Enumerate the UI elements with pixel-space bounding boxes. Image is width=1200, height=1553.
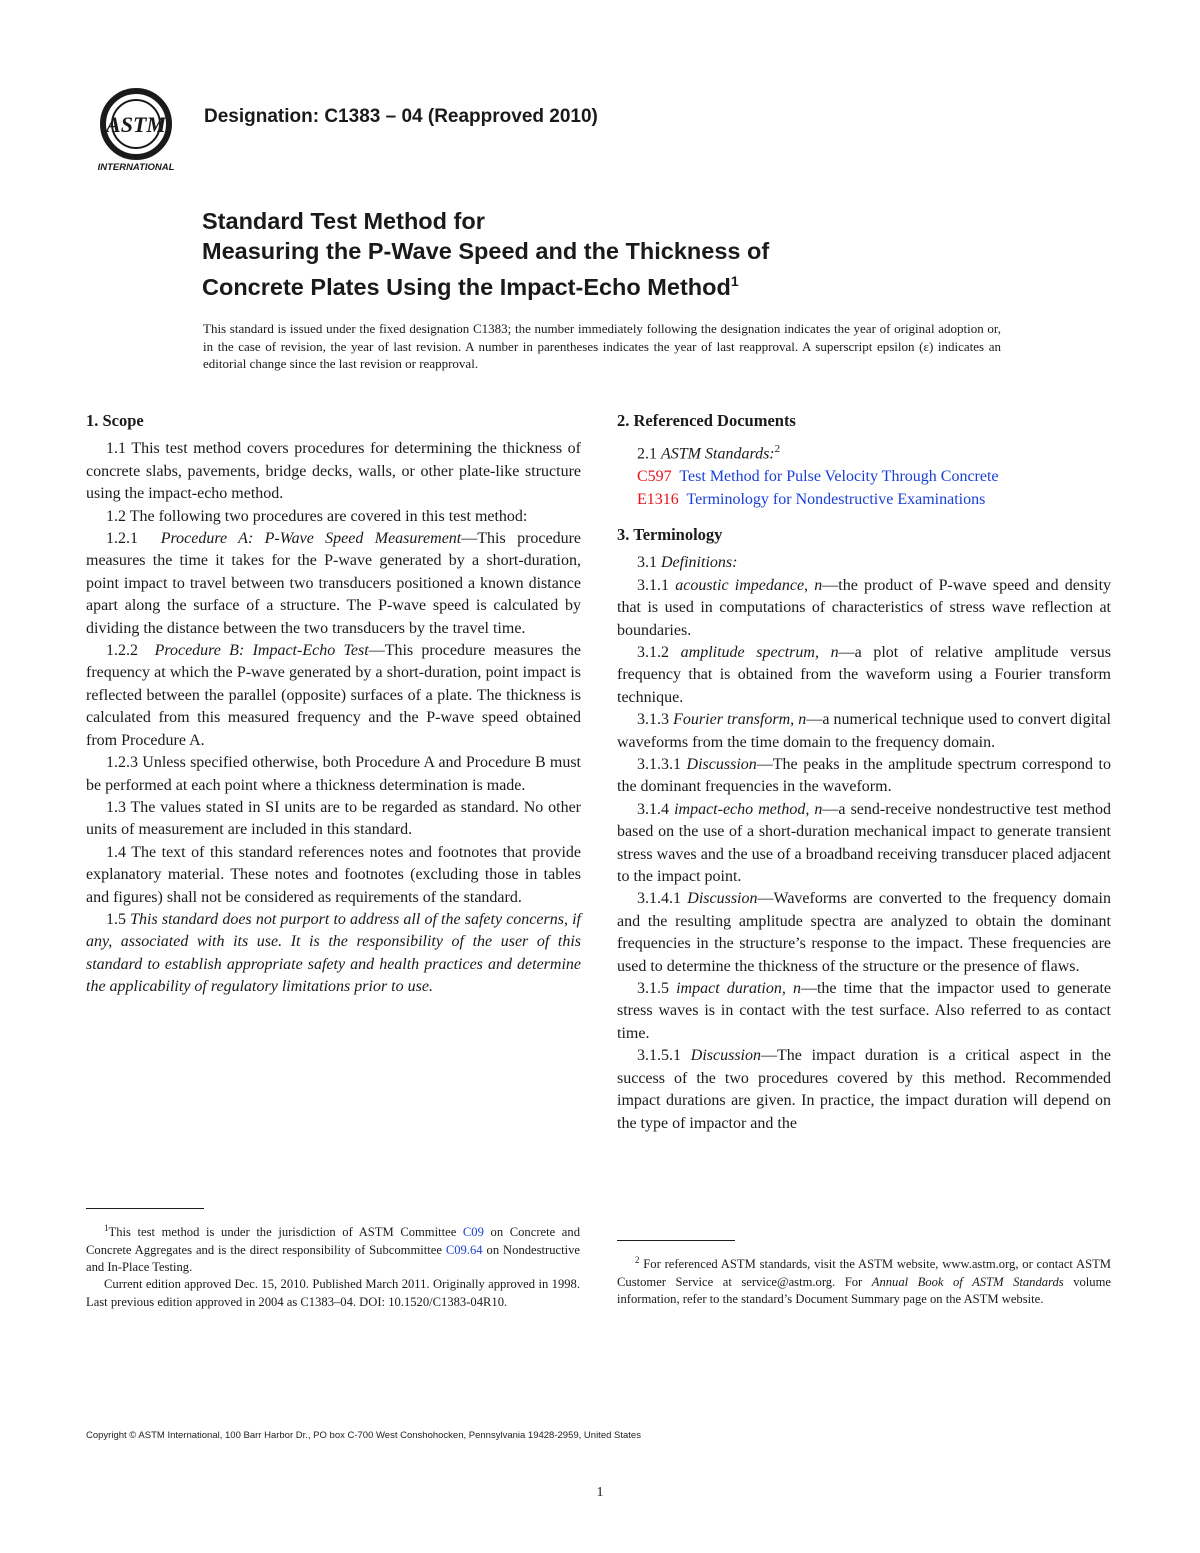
paragraph-3-1-5-1: 3.1.5.1 Discussion—The impact duration is a critical aspect in the success of the two procedures covered by this method. Recommended impact durations are given. In practice, the impact duration will depend on the type of impactor and the	[617, 1047, 1112, 1132]
footnote-rule-left	[86, 1208, 204, 1209]
right-column	[617, 410, 1111, 1135]
section-heading-scope: 1. Scope	[86, 411, 144, 430]
paragraph-3-1-4: 3.1.4 impact-echo method, n—a send-receive nondestructive test method based on the use of a short-duration mechanical impact to generate transient stress waves and the use of a broadband receiving transducer placed adjacent to the impact point.	[617, 800, 1112, 886]
copyright: Copyright © ASTM International, 100 Barr Harbor Dr., PO box C-700 West Conshohocken, Pennsylvania 19428-2959, United States	[86, 1430, 641, 1441]
reference-e1316[interactable]: E1316 Terminology for Nondestructive Examinations	[637, 490, 986, 508]
paragraph-1-2-1: 1.2.1 Procedure A: P-Wave Speed Measurement—This procedure measures the time it takes for the P-wave generated by a short-duration, point impact to travel between two transducers positioned a known distance apart along the surface of a structure. The P-wave speed is calculated by dividing the distance between the two transducers by the travel time.	[86, 530, 582, 637]
link-c09[interactable]: C09	[462, 1225, 484, 1240]
paragraph-1-2-3: 1.2.3 Unless specified otherwise, both Procedure A and Procedure B must be performed at each point where a thickness determination is made.	[86, 754, 581, 794]
paragraph-1-4: 1.4 The text of this standard references notes and footnotes that provide explanatory material. These notes and footnotes (excluding those in tables and figures) shall not be considered as requirements of the standard.	[86, 843, 581, 906]
paragraph-1-2: 1.2 The following two procedures are covered in this test method:	[106, 507, 528, 525]
paragraph-2-1: 2.1 ASTM Standards:$^2$	[637, 443, 781, 463]
footnote-rule-right	[617, 1240, 735, 1241]
section-heading-referenced-documents: 2. Referenced Documents	[617, 411, 796, 430]
title-line-2: Measuring the P-Wave Speed and the Thickness of	[202, 238, 770, 264]
paragraph-1-2-2: 1.2.2 Procedure B: Impact-Echo Test—This procedure measures the frequency at which the P-wave generated by a short-duration, point impact is reflected between the parallel (opposite) surfaces of a plate. The thickness is calculated from this measured frequency and the P-wave speed obtained from Procedure A.	[86, 642, 582, 749]
title-line-3: Concrete Plates Using the Impact-Echo Method$^1$	[202, 273, 739, 300]
paragraph-3-1-4-1: 3.1.4.1 Discussion—Waveforms are converted to the frequency domain and the resulting amplitude spectra are analyzed to obtain the dominant frequencies in the structure’s response to the impact. These frequencies are used to determine the thickness of the structure or the presence of flaws.	[617, 890, 1111, 975]
paragraph-3-1: 3.1 Definitions:	[637, 554, 738, 572]
document-title	[202, 206, 1102, 302]
astm-logo	[86, 88, 190, 174]
logo-text: ASTM	[106, 112, 166, 137]
logo-subtext: INTERNATIONAL	[97, 162, 175, 173]
paragraph-1-5: 1.5 This standard does not purport to address all of the safety concerns, if any, associated with its use. It is the responsibility of the user of this standard to establish appropriate safety and health practices and determine the applicability of regulatory limitations prior to use.	[86, 910, 582, 996]
astm-logo-icon	[86, 88, 190, 174]
reference-c597[interactable]: C597 Test Method for Pulse Velocity Through Concrete	[637, 468, 999, 486]
left-column	[86, 410, 581, 999]
paragraph-3-1-3-1: 3.1.3.1 Discussion—The peaks in the amplitude spectrum correspond to the dominant frequencies in the waveform.	[617, 756, 1112, 796]
footnote-2-text: $^2$ For referenced ASTM standards, visit the ASTM website, www.astm.org, or contact ASTM Customer Service at service@astm.org. For Annual Book of ASTM Standards volume information, refer to the standard’s Document Summary page on the ASTM website.	[617, 1255, 1111, 1306]
designation: Designation: C1383 – 04 (Reapproved 2010)	[204, 106, 598, 127]
paragraph-1-1: 1.1 This test method covers procedures for determining the thickness of concrete slabs, pavements, bridge decks, walls, or other plate-like structure using the impact-echo method.	[86, 440, 581, 503]
title-line-1: Standard Test Method for	[202, 208, 485, 234]
preamble: This standard is issued under the fixed designation C1383; the number immediately following the designation indicates the year of original adoption or, in the case of revision, the year of last revision. A number in parentheses indicates the year of last reapproval. A superscript epsilon (ε) indicates an editorial change since the last revision or reapproval.	[203, 321, 1001, 372]
footnote-1	[86, 1220, 580, 1311]
paragraph-1-3: 1.3 The values stated in SI units are to be regarded as standard. No other units of measurement are included in this standard.	[86, 798, 581, 839]
paragraph-3-1-5: 3.1.5 impact duration, n—the time that the impactor used to generate stress waves is in contact with the test surface. Also referred to as contact time.	[617, 980, 1112, 1042]
paragraph-3-1-3: 3.1.3 Fourier transform, n—a numerical technique used to convert digital waveforms from the time domain to the frequency domain.	[617, 711, 1112, 751]
section-heading-terminology: 3. Terminology	[617, 524, 723, 544]
paragraph-3-1-1: 3.1.1 acoustic impedance, n—the product of P-wave speed and density that is used in computations of characteristics of stress wave reflection at boundaries.	[617, 576, 1112, 639]
link-c09-64[interactable]: C09.64	[445, 1242, 483, 1257]
page-number: 1	[596, 1485, 604, 1500]
footnote-1-text: $^1$This test method is under the jurisdiction of ASTM Committee C09 on Concrete and Concrete Aggregates and is the direct responsibility of Subcommittee C09.64 on Nondestructive and In-Place Testing.	[86, 1223, 580, 1274]
paragraph-3-1-2: 3.1.2 amplitude spectrum, n—a plot of relative amplitude versus frequency that is obtained from the waveform using a Fourier transform technique.	[617, 643, 1112, 706]
footnote-2	[617, 1252, 1111, 1308]
title-footnote-mark: 1	[730, 273, 739, 289]
footnote-1-edition: Current edition approved Dec. 15, 2010. Published March 2011. Originally approved in 1998. Last previous edition approved in 2004 as C1383–04. DOI: 10.1520/C1383-04R10.	[86, 1277, 580, 1309]
